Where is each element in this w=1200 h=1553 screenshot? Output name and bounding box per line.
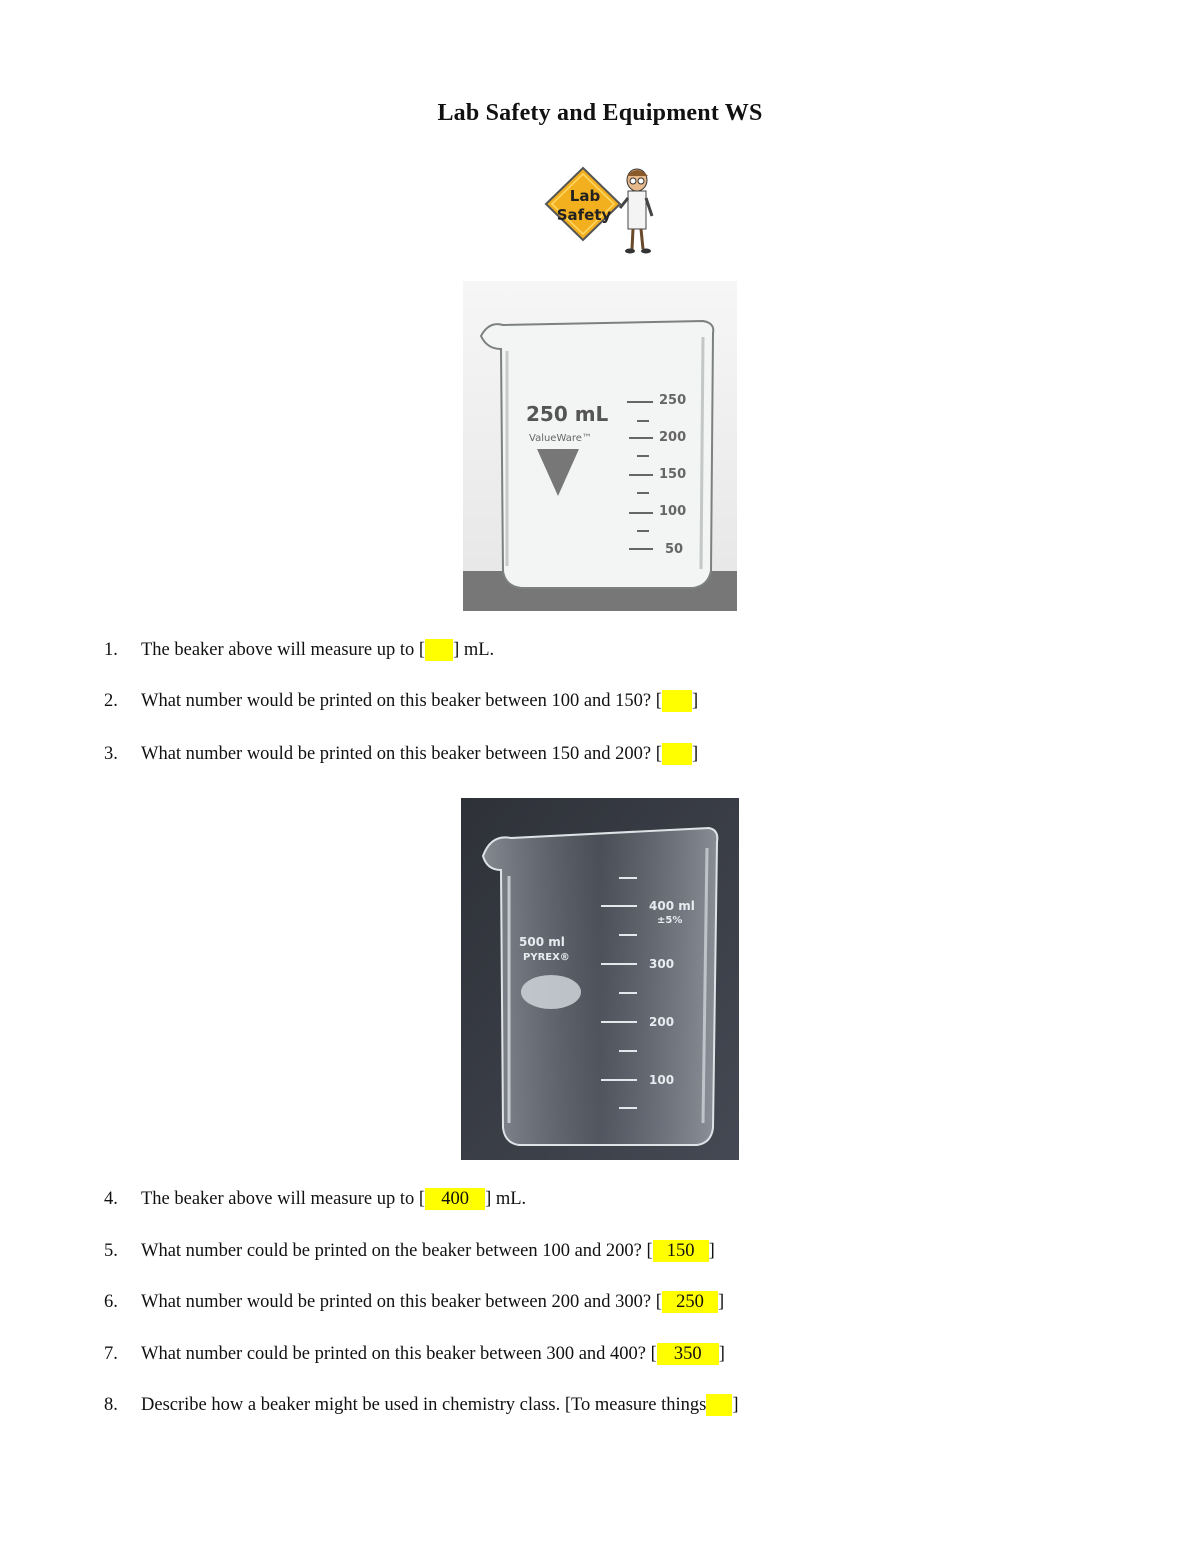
beaker2-marking-patch-icon	[521, 975, 581, 1009]
lab-safety-logo	[540, 164, 662, 256]
question-text: The beaker above will measure up to [	[141, 640, 426, 660]
logo-text-safety: Safety	[556, 206, 612, 224]
beaker1-brand-label: ValueWare™	[529, 433, 592, 444]
beaker-250ml-image	[463, 281, 737, 611]
question-suffix: ]	[718, 1344, 725, 1364]
question-suffix: ] mL.	[485, 1189, 527, 1209]
question-text: Describe how a beaker might be used in chemistry class. [	[141, 1395, 571, 1415]
question-6	[104, 1291, 724, 1313]
question-number: 5.	[104, 1241, 118, 1261]
beaker1-capacity-label: 250 mL	[526, 402, 609, 426]
beaker2-scale-400: 400 ml	[649, 899, 695, 913]
question-suffix: ]	[691, 744, 699, 764]
beaker2-brand-label: PYREX®	[523, 952, 570, 963]
question-7	[104, 1343, 725, 1365]
answer-field[interactable]: To measure things	[571, 1395, 707, 1415]
question-text: What number would be printed on this beaker between 150 and 200? [	[141, 744, 662, 764]
question-suffix: ]	[717, 1292, 725, 1312]
question-number: 6.	[104, 1292, 118, 1312]
beaker-500ml-image	[461, 798, 739, 1160]
question-5	[104, 1240, 715, 1262]
answer-field[interactable]: 150	[653, 1240, 709, 1262]
answer-field[interactable]	[662, 743, 692, 765]
answer-highlight[interactable]	[706, 1394, 732, 1416]
question-suffix: ] mL.	[453, 640, 495, 660]
question-text: What number would be printed on this beaker between 200 and 300? [	[141, 1292, 662, 1312]
question-number: 4.	[104, 1189, 118, 1209]
beaker2-scale-100: 100	[649, 1073, 675, 1087]
beaker1-scale-150: 150	[659, 467, 687, 482]
answer-field[interactable]: 400	[425, 1188, 485, 1210]
answer-field[interactable]	[425, 639, 453, 661]
question-text: What number could be printed on this beaker between 300 and 400? [	[141, 1344, 657, 1364]
question-8	[104, 1394, 739, 1416]
answer-field[interactable]: 350	[657, 1343, 719, 1365]
scientist-icon	[620, 169, 652, 254]
question-suffix: ]	[708, 1241, 715, 1261]
beaker1-scale-100: 100	[659, 504, 687, 519]
question-text: What number could be printed on the beaker between 100 and 200? [	[141, 1241, 653, 1261]
question-number: 2.	[104, 691, 118, 711]
worksheet-title: Lab Safety and Equipment WS	[437, 100, 763, 126]
question-number: 1.	[104, 640, 118, 660]
beaker2-capacity-label: 500 ml	[519, 935, 565, 949]
beaker2-scale-200: 200	[649, 1015, 675, 1029]
beaker2-tolerance: ±5%	[657, 915, 683, 926]
answer-field[interactable]: 250	[662, 1291, 718, 1313]
question-3	[104, 743, 698, 765]
logo-text-lab: Lab	[569, 187, 601, 205]
question-text: What number would be printed on this beaker between 100 and 150? [	[141, 691, 662, 711]
question-suffix: ]	[732, 1395, 739, 1415]
question-suffix: ]	[691, 691, 699, 711]
question-4	[104, 1188, 526, 1210]
question-number: 8.	[104, 1395, 118, 1415]
answer-field[interactable]	[662, 690, 692, 712]
beaker2-scale-300: 300	[649, 957, 675, 971]
question-1	[104, 639, 494, 661]
beaker1-scale-200: 200	[659, 430, 687, 445]
question-number: 3.	[104, 744, 118, 764]
beaker1-scale-50: 50	[665, 542, 684, 557]
question-number: 7.	[104, 1344, 118, 1364]
question-text: The beaker above will measure up to [	[141, 1189, 426, 1209]
question-2	[104, 690, 698, 712]
beaker1-scale-250: 250	[659, 393, 687, 408]
